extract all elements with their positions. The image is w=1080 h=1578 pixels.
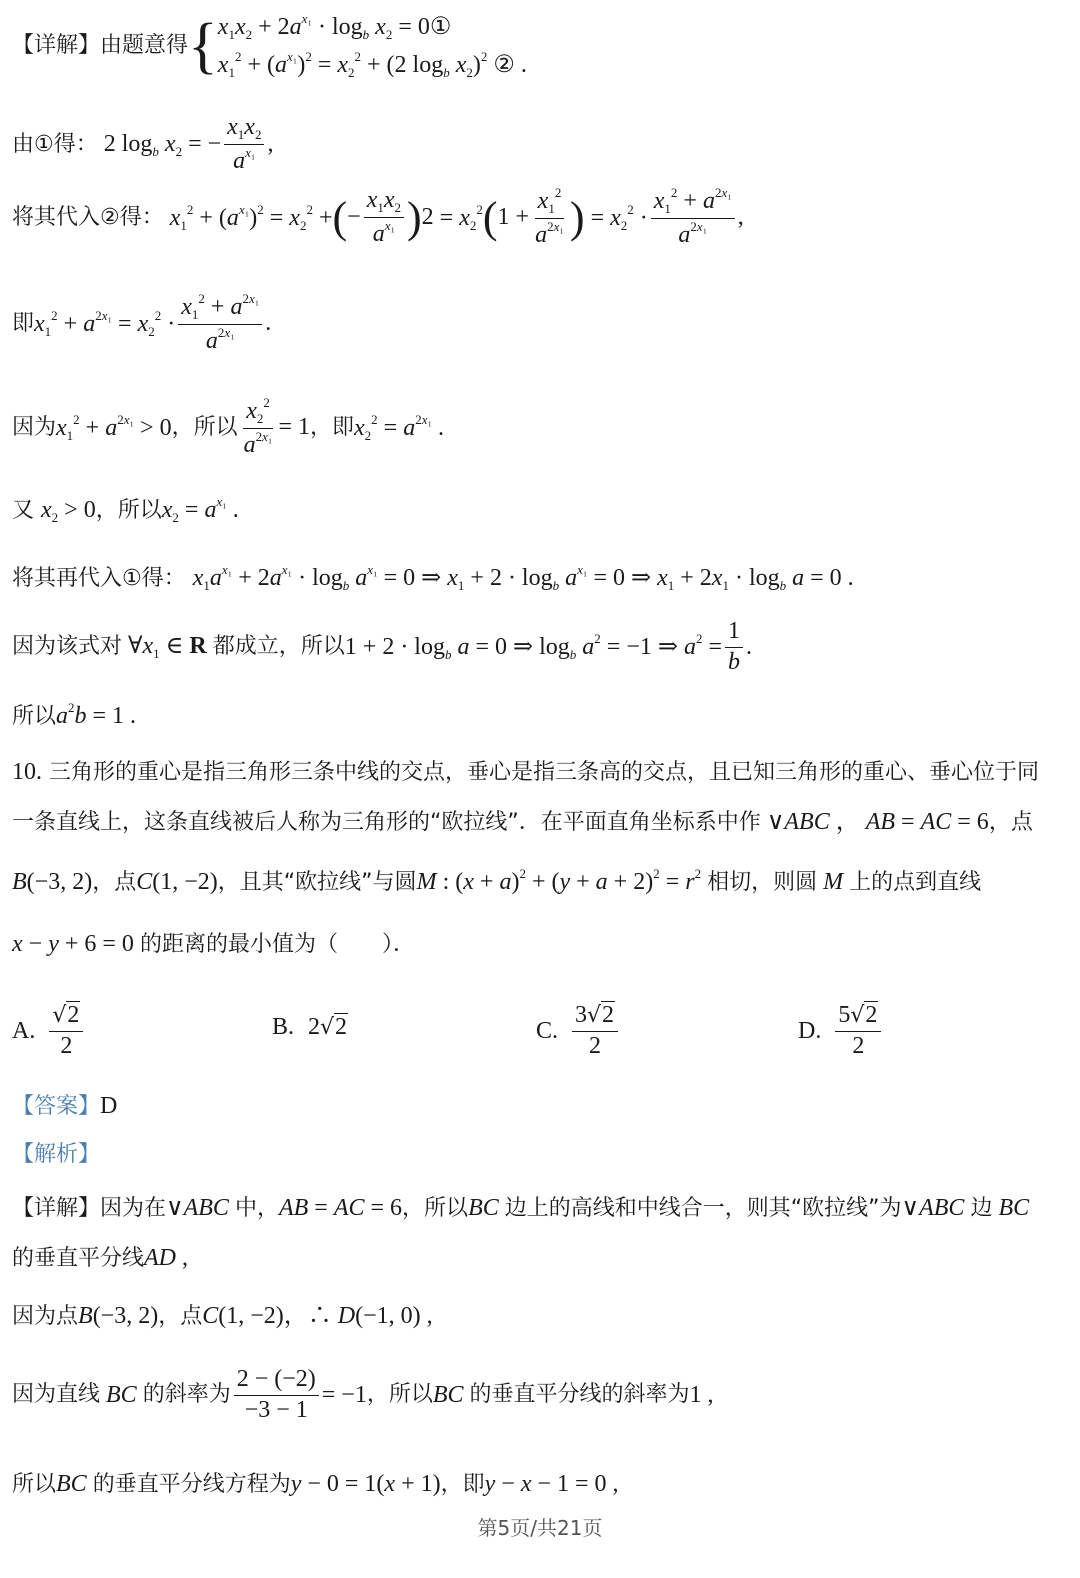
equation-2: $x_1^2 + (a^{x_1})^2 = x_2^2 + (2$ $\log_b x_2)^2$ ② .: [217, 49, 527, 81]
line3-fraction-3: $\frac{x_1^2 + a^{2x_1}}{a^{2x_1}}$: [651, 186, 735, 250]
solution-line-2: 的垂直平分线AD ,: [12, 1245, 189, 1271]
analysis-label: 【解析】: [12, 1142, 101, 1167]
answer-line: [12, 1092, 117, 1121]
line2-fraction: $\frac{x_1x_2}{a^{x_1}}$: [224, 114, 264, 176]
solution-line-3: 因为点B(−3, 2)，点C(1, −2)，∴ D(−1, 0) ,: [12, 1303, 433, 1329]
question-line-4: x − y + 6 = 0 的距离的最小值为（ ）．: [12, 931, 415, 957]
line3-fraction-2: $\frac{x_1^2}{a^{2x_1}}$: [535, 185, 564, 248]
answer-label: 【答案】: [12, 1094, 101, 1119]
detail-label: 【详解】: [12, 33, 101, 59]
option-a[interactable]: A. $\frac{√2}{2}$: [12, 1002, 86, 1060]
answer-value: D: [100, 1093, 118, 1119]
option-d-value: $\frac{5√2}{2}$: [835, 1002, 881, 1060]
line3-lead: 将其代入②得：: [12, 204, 164, 230]
line3-math: $x_1^2 + (a^{x_1})^2 = x_2^2$ +: [169, 201, 333, 233]
slope-fraction: $\frac{2 - (-2)}{-3 - 1}$: [234, 1366, 319, 1424]
option-b-value: 2√2: [308, 1014, 348, 1040]
option-a-value: $\frac{√2}{2}$: [49, 1002, 83, 1060]
equation-system: [218, 8, 527, 85]
detail-lead-text: 由题意得: [100, 33, 189, 59]
solution-line-1: 【详解】因为在∨ABC 中，AB = AC = 6，所以BC 边上的高线和中线合一，则其“欧拉线”为∨ABC 边 BC: [12, 1195, 1030, 1221]
detail-line-2: 由①得： 2 $\log_b x_2$ = − $\frac{x_1x_2}{a^{x_1}}$ ,: [12, 114, 274, 174]
detail-line-6: 又 $x_2 > 0$，所以$x_2 = a^{x_1}$ .: [12, 494, 239, 525]
option-c[interactable]: C. $\frac{3√2}{2}$: [536, 1002, 621, 1060]
line2-math: 2 $\log_b x_2$ = −: [97, 130, 222, 159]
line5-lead: 因为: [12, 414, 57, 440]
page-footer: 第5页/共21页: [477, 1516, 603, 1540]
detail-line-4: 即 $x_1^2 + a^{2x_1} = x_2^2$ · $\frac{x_1^2 + a^{2x_1}}{a^{2x_1}}$ .: [12, 291, 272, 354]
analysis-line: [12, 1142, 100, 1168]
option-c-value: $\frac{3√2}{2}$: [572, 1002, 618, 1060]
system-brace: {: [188, 12, 218, 81]
solution-line-4: 因为直线 BC 的斜率为 $\frac{2 - (-2)}{-3 - 1}$ = −1 ，所以 BC 的垂直平分线的斜率为 1 ,: [12, 1366, 714, 1423]
line4-fraction: $\frac{x_1^2 + a^{2x_1}}{a^{2x_1}}$: [178, 292, 262, 356]
option-b[interactable]: B. 2√2: [272, 1014, 348, 1040]
detail-line-9: 所以$a^2b = 1$ .: [12, 700, 137, 729]
equation-1: $x_1x_2 + 2a^{x_1} \cdot \log_b x_2$ = 0①: [217, 11, 452, 42]
line5-fraction: $\frac{x_2^2}{a^{2x_1}}$: [243, 395, 273, 458]
detail-line-3: 将其代入②得： $x_1^2 + (a^{x_1})^2 = x_2^2$ + ( − $\frac{x_1x_2}{a^{x_1}}$ ) 2 = $x_2^2$ ( 1 + $\frac{x_1^2}{a^{2x_1}}$ ) = $x_2^2$ · $\frac{x_1^2 + a^{2x_1}}{a^{2x_1}}$ ,: [12, 185, 744, 248]
question-number: 10.: [12, 759, 42, 785]
line3-fraction-1: $\frac{x_1x_2}{a^{x_1}}$: [364, 187, 404, 249]
question-line-3: B(−3, 2)，点C(1, −2)，且其“欧拉线”与圆M : $(x + a)^2 + (y + a + 2)^2 = r^2$ 相切，则圆 M 上的点到直线: [12, 866, 982, 895]
solution-line-5: 所以BC 的垂直平分线方程为y − 0 = 1(x + 1)，即y − x − 1 = 0 ,: [12, 1471, 619, 1497]
line2-lead: 由①得：: [12, 131, 98, 157]
option-d[interactable]: D. $\frac{5√2}{2}$: [798, 1002, 884, 1060]
detail-line-8: 因为该式对 $\forall x_1$ ∈ R 都成立，所以 $1 + 2 \cdot \log_b a = 0$ ⇒ $\log_b a^2 = -1$ ⇒ $a^2$ = $\frac{1}{b}$ .: [12, 618, 753, 675]
line4-lead: 即: [12, 310, 35, 336]
question-line-2: 一条直线上，这条直线被后人称为三角形的“欧拉线”．在平面直角坐标系中作 ∨ABC ， AB = AC = 6，点: [12, 809, 1033, 835]
question-line-1: 10. 三角形的重心是指三角形三条中线的交点，垂心是指三条高的交点，且已知三角形的重心、垂心位于同: [12, 759, 1040, 785]
detail-line-5: 因为 $x_1^2 + a^{2x_1} > 0$ ，所以 $\frac{x_2^2}{a^{2x_1}}$ = 1 ，即 $x_2^2 = a^{2x_1}$ .: [12, 395, 445, 458]
detail-line-system: [12, 8, 527, 85]
detail-line-7: 将其再代入①得： $x_1a^{x_1} + 2a^{x_1} \cdot \log_b a^{x_1} = 0$ ⇒ $x_1 + 2 \cdot \log_b a^{x_1} = 0$ ⇒ $x_1 + 2x_1 \cdot \log_b a = 0$ .: [12, 562, 854, 593]
line8-fraction: $\frac{1}{b}$: [725, 618, 743, 676]
